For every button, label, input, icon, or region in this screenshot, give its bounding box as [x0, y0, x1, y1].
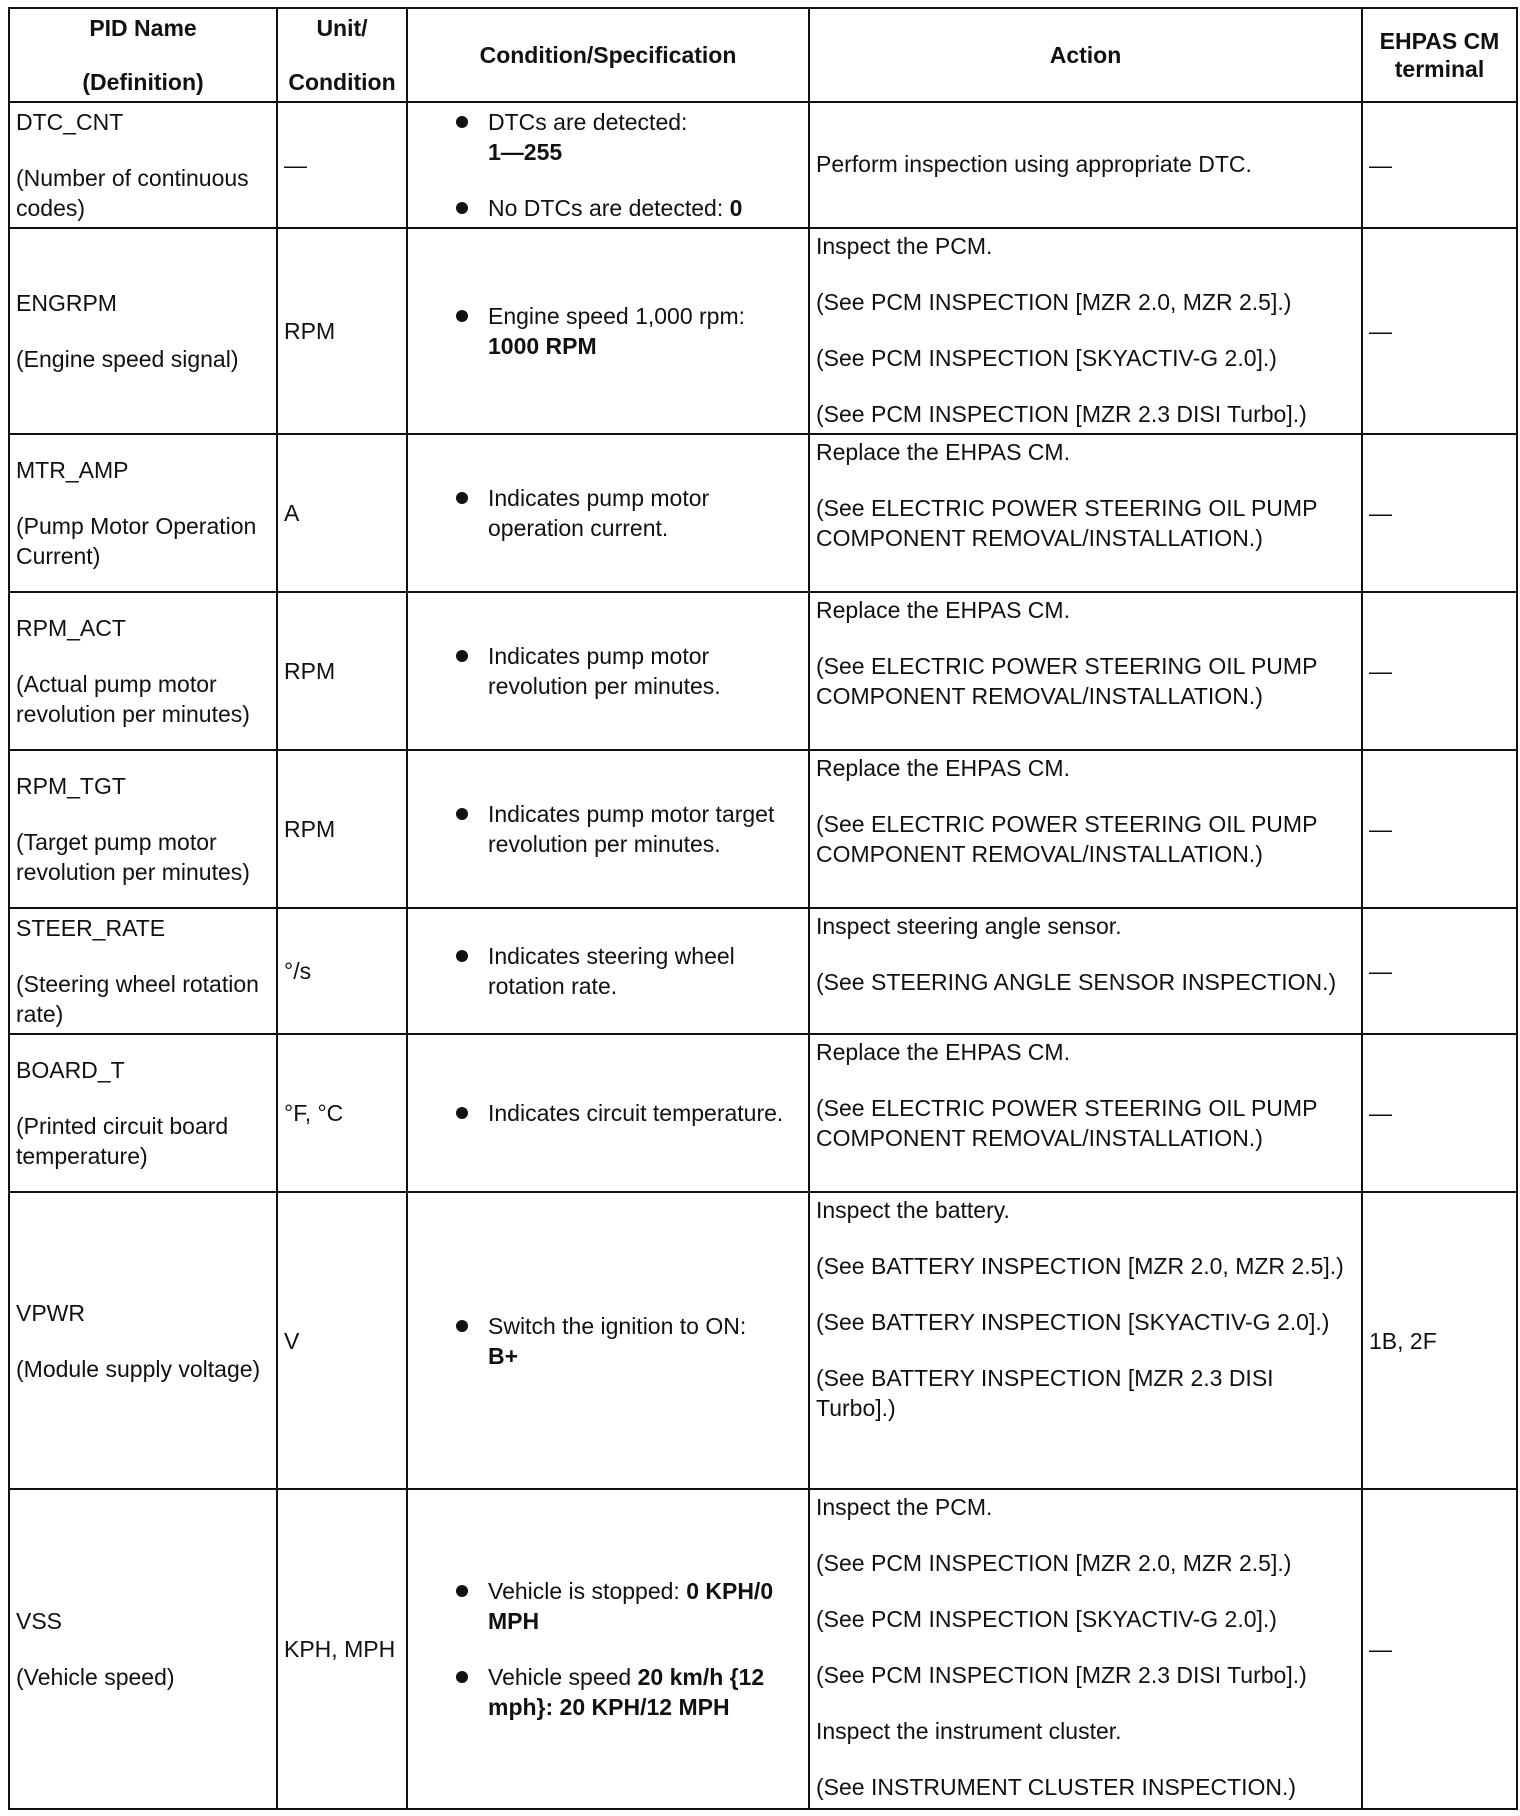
action-cell — [809, 1489, 1362, 1809]
condition-item — [454, 107, 802, 167]
action-text: Inspect the battery. — [816, 1197, 1010, 1223]
terminal-cell: — — [1362, 102, 1517, 228]
condition-text: Indicates circuit temperature. — [488, 1100, 784, 1126]
action-cell — [809, 228, 1362, 434]
action-cell — [809, 908, 1362, 1034]
pid-definition: (Pump Motor Operation Current) — [16, 513, 257, 569]
condition-value: 1—255 — [488, 139, 563, 165]
condition-item — [454, 483, 802, 543]
action-link-text[interactable]: (See INSTRUMENT CLUSTER INSPECTION.) — [816, 1774, 1297, 1800]
action-text: Inspect the instrument cluster. — [816, 1718, 1122, 1744]
action-link-text[interactable]: (See PCM INSPECTION [SKYACTIV-G 2.0].) — [816, 345, 1277, 371]
condition-value: 20 km/h {12 mph}: 20 KPH/12 MPH — [488, 1664, 765, 1720]
action-link-text[interactable]: (See PCM INSPECTION [MZR 2.0, MZR 2.5].) — [816, 1550, 1292, 1576]
condition-list — [414, 941, 802, 1001]
action-link-text[interactable]: (See BATTERY INSPECTION [MZR 2.0, MZR 2.5].) — [816, 1253, 1344, 1279]
action-text: Replace the EHPAS CM. — [816, 755, 1070, 781]
action-link-text[interactable]: (See ELECTRIC POWER STEERING OIL PUMP COMPONENT REMOVAL/INSTALLATION.) — [816, 653, 1317, 709]
action-link-text[interactable]: (See PCM INSPECTION [SKYACTIV-G 2.0].) — [816, 1606, 1277, 1632]
pid-table — [8, 7, 1518, 1810]
action-cell — [809, 592, 1362, 750]
condition-text: Switch the ignition to ON: — [488, 1312, 747, 1339]
condition-list — [414, 641, 802, 701]
action-text: Inspect the PCM. — [816, 233, 993, 259]
header-row — [9, 8, 1517, 102]
bullet-icon — [456, 1585, 468, 1597]
pid-cell — [9, 592, 277, 750]
action-link-text[interactable]: (See PCM INSPECTION [MZR 2.3 DISI Turbo].) — [816, 1662, 1307, 1688]
condition-text: Indicates pump motor revolution per minutes. — [488, 643, 721, 699]
action-link-text[interactable]: (See ELECTRIC POWER STEERING OIL PUMP COMPONENT REMOVAL/INSTALLATION.) — [816, 1095, 1317, 1151]
condition-text: Indicates pump motor target revolution per minutes. — [488, 801, 775, 857]
terminal-cell: — — [1362, 1489, 1517, 1809]
terminal-cell: — — [1362, 434, 1517, 592]
terminal-cell: — — [1362, 750, 1517, 908]
condition-cell — [407, 592, 809, 750]
terminal-cell: — — [1362, 908, 1517, 1034]
bullet-icon — [456, 808, 468, 820]
pid-name: BOARD_T — [16, 1057, 125, 1083]
condition-item — [454, 301, 802, 361]
action-cell — [809, 1192, 1362, 1489]
table-row — [9, 102, 1517, 228]
header-unit — [277, 8, 407, 102]
header-pid-name — [9, 8, 277, 102]
bullet-icon — [456, 650, 468, 662]
action-cell — [809, 750, 1362, 908]
header-unit-line2: Condition — [288, 69, 396, 95]
pid-name: STEER_RATE — [16, 915, 166, 941]
action-text: Inspect the PCM. — [816, 1494, 993, 1520]
pid-definition: (Steering wheel rotation rate) — [16, 971, 259, 1027]
condition-text: Vehicle speed — [488, 1664, 638, 1690]
pid-cell — [9, 434, 277, 592]
header-pid-line1: PID Name — [89, 15, 197, 41]
condition-value: B+ — [488, 1342, 519, 1369]
table-row — [9, 228, 1517, 434]
header-condition: Condition/Specification — [407, 8, 809, 102]
condition-list — [414, 1576, 802, 1722]
bullet-icon — [456, 1320, 468, 1332]
bullet-icon — [456, 950, 468, 962]
condition-value: 0 — [729, 195, 743, 221]
action-text: Inspect steering angle sensor. — [816, 913, 1122, 939]
pid-name: RPM_TGT — [16, 773, 126, 799]
action-link-text[interactable]: (See BATTERY INSPECTION [MZR 2.3 DISI Turbo].) — [816, 1365, 1274, 1421]
condition-item — [454, 1662, 802, 1722]
pid-cell — [9, 750, 277, 908]
unit-cell: — — [277, 102, 407, 228]
table-row — [9, 750, 1517, 908]
table-row — [9, 434, 1517, 592]
table-row — [9, 1192, 1517, 1489]
condition-value: 1000 RPM — [488, 333, 597, 359]
pid-cell — [9, 1489, 277, 1809]
action-cell — [809, 434, 1362, 592]
pid-table-container — [8, 7, 1518, 1810]
header-terminal: EHPAS CM terminal — [1362, 8, 1517, 102]
condition-text: Vehicle is stopped: — [488, 1578, 687, 1604]
bullet-icon — [456, 1107, 468, 1119]
pid-name: MTR_AMP — [16, 457, 129, 483]
condition-list — [414, 301, 802, 361]
action-link-text[interactable]: (See BATTERY INSPECTION [SKYACTIV-G 2.0].) — [816, 1309, 1330, 1335]
terminal-cell: — — [1362, 228, 1517, 434]
condition-item — [454, 1098, 802, 1128]
header-pid-line2: (Definition) — [82, 69, 204, 95]
condition-cell — [407, 102, 809, 228]
action-link-text[interactable]: (See ELECTRIC POWER STEERING OIL PUMP COMPONENT REMOVAL/INSTALLATION.) — [816, 811, 1317, 867]
pid-definition: (Vehicle speed) — [16, 1664, 175, 1690]
action-text: Replace the EHPAS CM. — [816, 597, 1070, 623]
pid-name: ENGRPM — [16, 290, 117, 316]
condition-item — [454, 193, 802, 223]
pid-cell — [9, 102, 277, 228]
bullet-icon — [456, 202, 468, 214]
condition-value: 0 KPH/0 MPH — [488, 1578, 774, 1634]
pid-name: VSS — [16, 1608, 63, 1634]
condition-item — [454, 799, 802, 859]
action-link-text[interactable]: (See ELECTRIC POWER STEERING OIL PUMP COMPONENT REMOVAL/INSTALLATION.) — [816, 495, 1317, 551]
pid-name: RPM_ACT — [16, 615, 126, 641]
header-unit-line1: Unit/ — [316, 15, 368, 41]
condition-cell — [407, 1034, 809, 1192]
table-row — [9, 1034, 1517, 1192]
unit-cell: A — [277, 434, 407, 592]
condition-list — [414, 799, 802, 859]
unit-cell: KPH, MPH — [277, 1489, 407, 1809]
condition-list — [414, 1098, 802, 1128]
pid-cell — [9, 228, 277, 434]
action-link-text[interactable]: (See PCM INSPECTION [MZR 2.0, MZR 2.5].) — [816, 289, 1292, 315]
pid-definition: (Printed circuit board temperature) — [16, 1113, 229, 1169]
condition-text: Engine speed 1,000 rpm: — [488, 303, 746, 329]
unit-cell: RPM — [277, 750, 407, 908]
condition-list — [414, 483, 802, 543]
condition-cell — [407, 750, 809, 908]
pid-definition: (Actual pump motor revolution per minutes) — [16, 671, 250, 727]
pid-name: VPWR — [16, 1299, 85, 1326]
bullet-icon — [456, 492, 468, 504]
unit-cell: RPM — [277, 228, 407, 434]
action-text: Replace the EHPAS CM. — [816, 1039, 1070, 1065]
condition-cell — [407, 434, 809, 592]
table-row — [9, 592, 1517, 750]
action-cell — [809, 1034, 1362, 1192]
bullet-icon — [456, 310, 468, 322]
unit-cell: °/s — [277, 908, 407, 1034]
action-link-text[interactable]: (See STEERING ANGLE SENSOR INSPECTION.) — [816, 969, 1337, 995]
condition-text: Indicates pump motor operation current. — [488, 485, 710, 541]
condition-cell — [407, 908, 809, 1034]
condition-item — [454, 1311, 802, 1371]
pid-definition: (Target pump motor revolution per minutes) — [16, 829, 250, 885]
condition-item — [454, 1576, 802, 1636]
condition-cell — [407, 228, 809, 434]
terminal-cell: — — [1362, 1034, 1517, 1192]
pid-cell — [9, 1192, 277, 1489]
action-text: Replace the EHPAS CM. — [816, 439, 1070, 465]
header-action: Action — [809, 8, 1362, 102]
condition-cell — [407, 1192, 809, 1489]
condition-text: Indicates steering wheel rotation rate. — [488, 943, 735, 999]
pid-cell — [9, 908, 277, 1034]
pid-definition: (Engine speed signal) — [16, 346, 239, 372]
pid-definition: (Module supply voltage) — [16, 1355, 261, 1382]
condition-text: No DTCs are detected: — [488, 195, 730, 221]
pid-cell — [9, 1034, 277, 1192]
condition-list — [414, 1311, 802, 1371]
unit-cell: RPM — [277, 592, 407, 750]
unit-cell: °F, °C — [277, 1034, 407, 1192]
bullet-icon — [456, 116, 468, 128]
table-row — [9, 1489, 1517, 1809]
condition-text: DTCs are detected: — [488, 109, 688, 135]
pid-name: DTC_CNT — [16, 109, 124, 135]
condition-list — [414, 107, 802, 223]
action-text: Perform inspection using appropriate DTC. — [816, 151, 1252, 177]
bullet-icon — [456, 1671, 468, 1683]
terminal-cell: 1B, 2F — [1362, 1192, 1517, 1489]
action-cell — [809, 102, 1362, 228]
table-row — [9, 908, 1517, 1034]
unit-cell: V — [277, 1192, 407, 1489]
terminal-cell: — — [1362, 592, 1517, 750]
action-link-text[interactable]: (See PCM INSPECTION [MZR 2.3 DISI Turbo].) — [816, 401, 1307, 427]
condition-cell — [407, 1489, 809, 1809]
pid-definition: (Number of continuous codes) — [16, 165, 249, 221]
condition-item — [454, 641, 802, 701]
condition-item — [454, 941, 802, 1001]
